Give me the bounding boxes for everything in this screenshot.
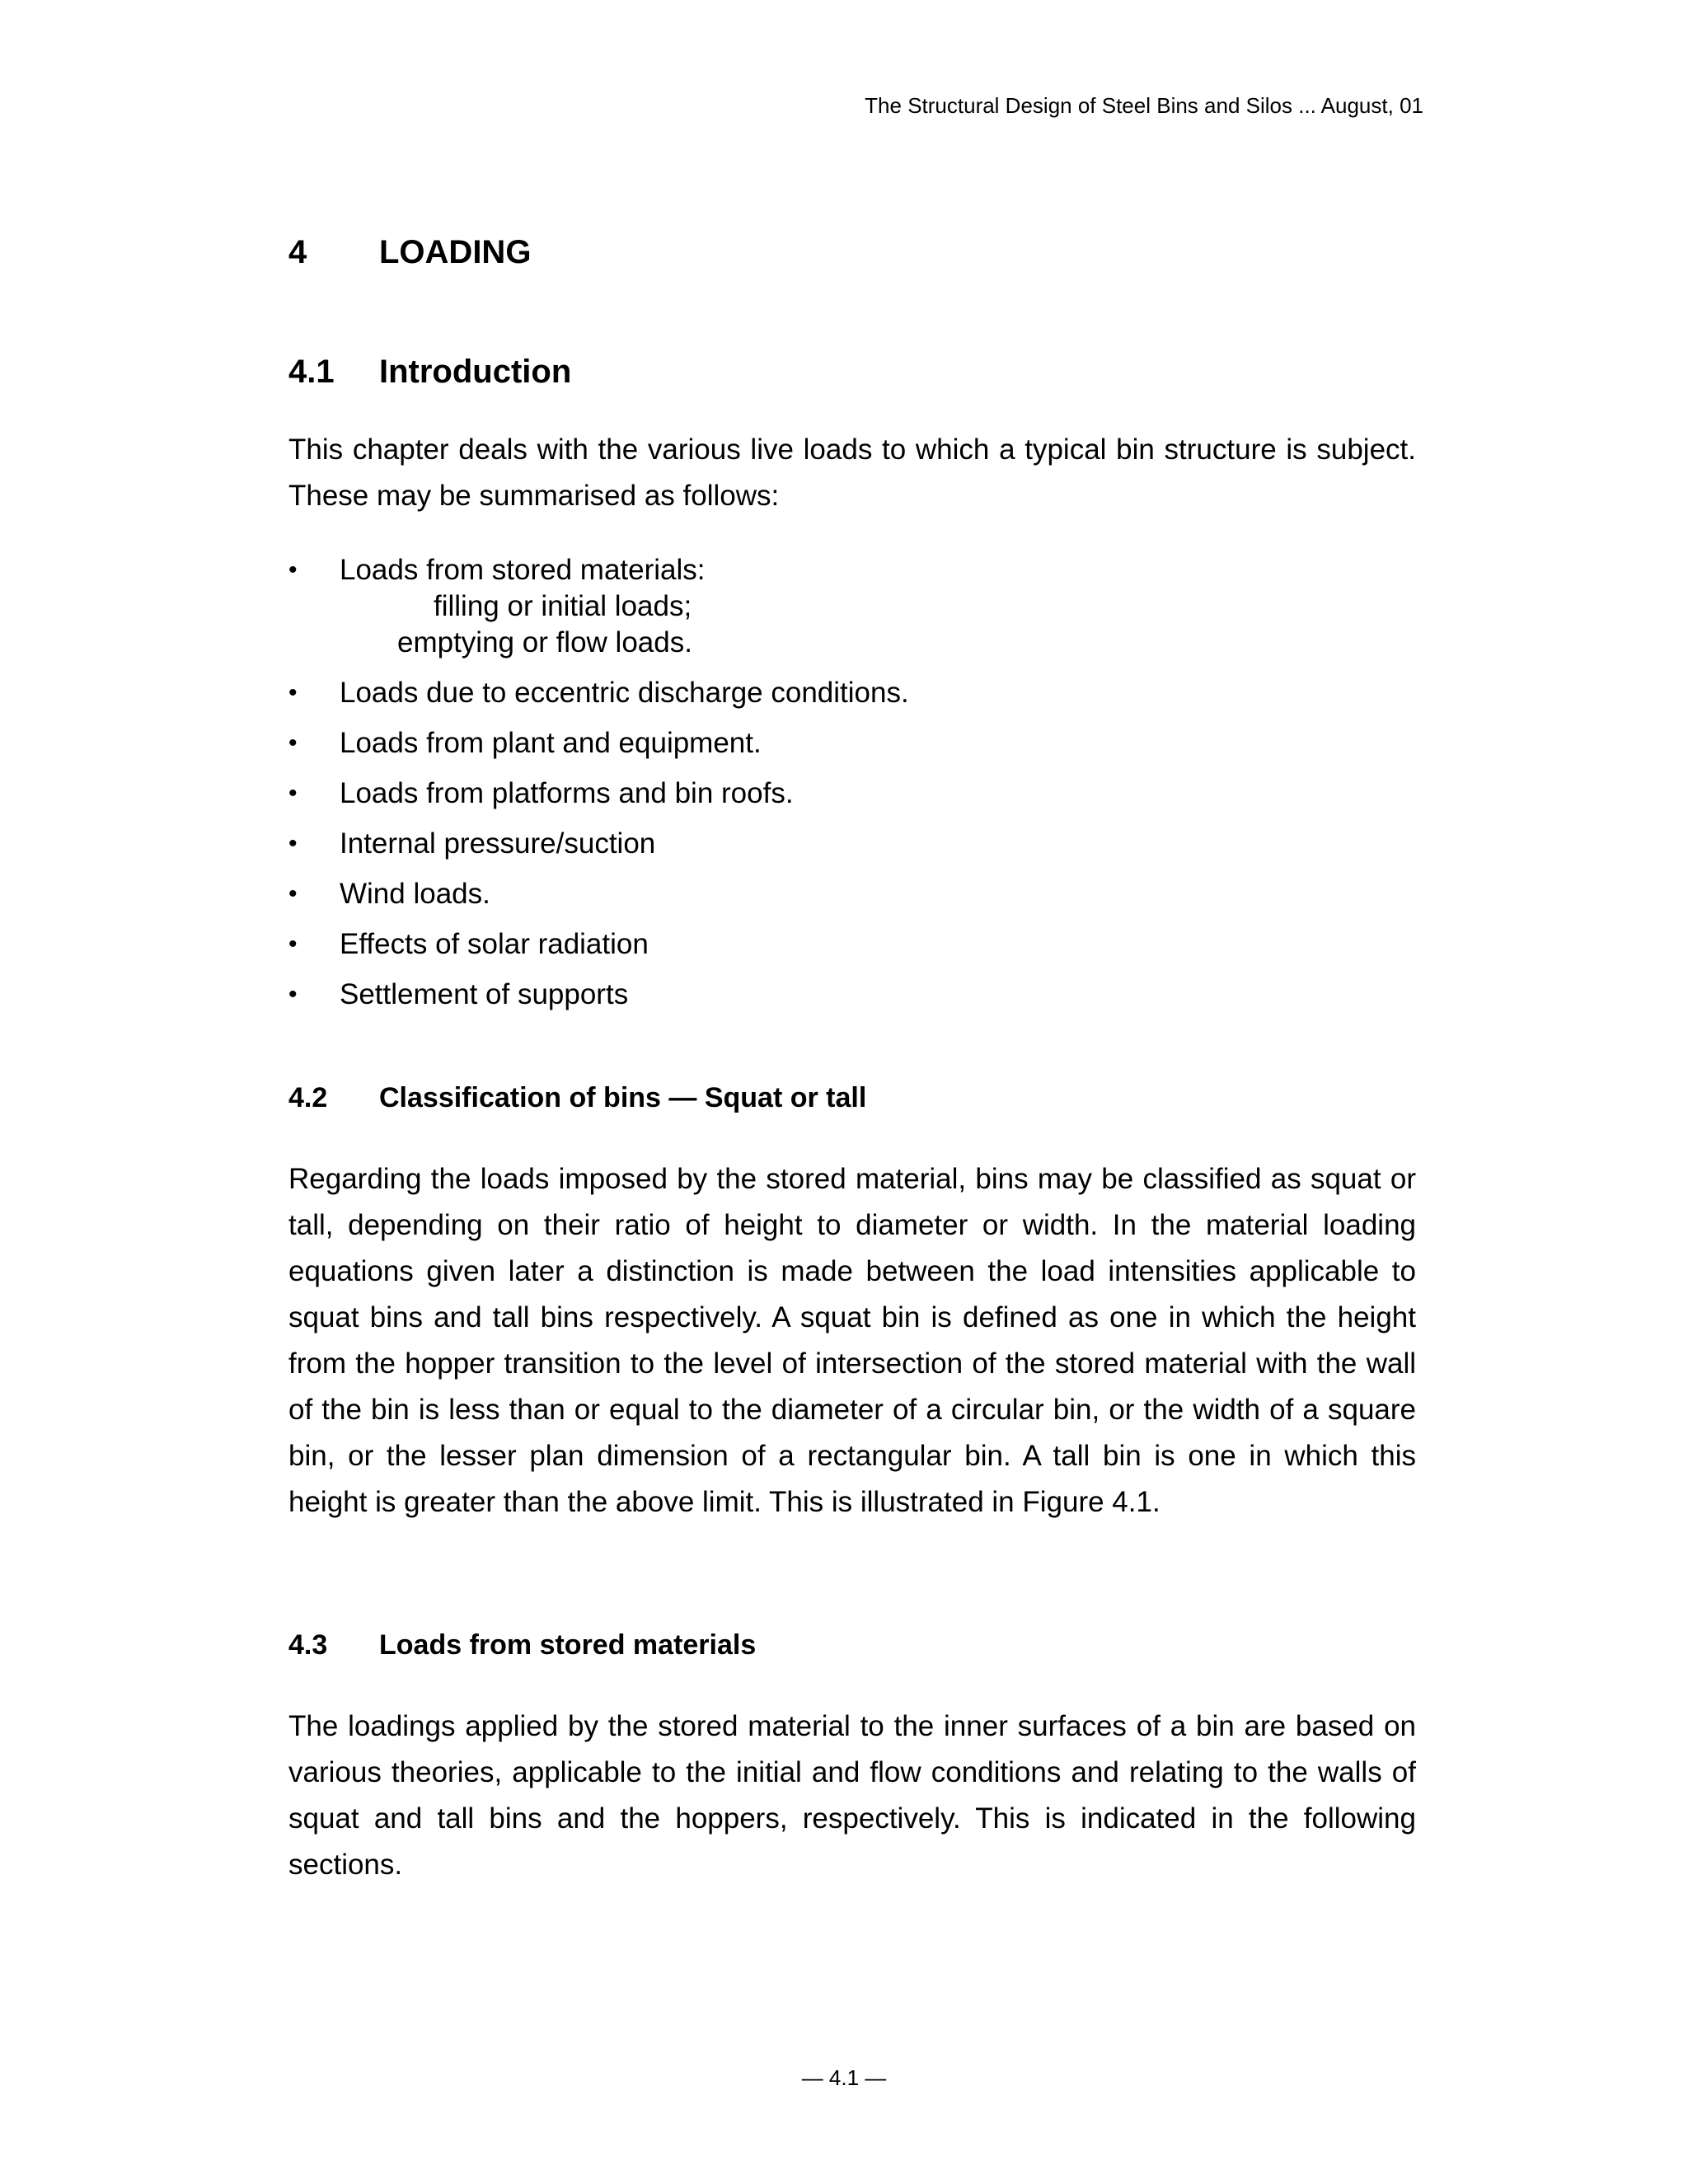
list-item bbox=[288, 675, 1416, 711]
bullet-icon: • bbox=[288, 981, 298, 1008]
page-number: — 4.1 — bbox=[801, 2065, 887, 2090]
section-heading-4-2 bbox=[288, 1080, 866, 1116]
list-item-text: Settlement of supports bbox=[340, 978, 629, 1010]
list-item bbox=[288, 876, 1416, 912]
section-number: 4.3 bbox=[288, 1629, 328, 1661]
bullet-icon: • bbox=[288, 880, 298, 907]
list-item-text: Loads from platforms and bin roofs. bbox=[340, 777, 794, 809]
stored-materials-paragraph: The loadings applied by the stored material to the inner surfaces of a bin are based on various theories, applicable to the initial and flow conditions and relating to the walls of squat and tall bins and the hoppers, respectively. This is indicated in the following sections. bbox=[288, 1710, 1416, 1881]
list-item-text: Wind loads. bbox=[340, 878, 490, 910]
bullet-icon: • bbox=[288, 729, 298, 757]
section-heading-4-3 bbox=[288, 1627, 756, 1663]
bullet-icon: • bbox=[288, 930, 298, 958]
load-list bbox=[288, 552, 1416, 1027]
section-title: Loads from stored materials bbox=[379, 1629, 757, 1661]
bullet-icon: • bbox=[288, 679, 298, 706]
list-item bbox=[288, 826, 1416, 862]
list-item-text: Loads from stored materials: bbox=[340, 554, 706, 586]
bullet-icon: • bbox=[288, 780, 298, 807]
intro-paragraph: This chapter deals with the various live loads to which a typical bin structure is subject. These may be summarised as follows: bbox=[288, 434, 1416, 512]
section-number: 4.1 bbox=[288, 354, 335, 390]
list-item bbox=[288, 552, 1416, 661]
chapter-number: 4 bbox=[288, 234, 307, 270]
section-number: 4.2 bbox=[288, 1082, 328, 1113]
chapter-title: LOADING bbox=[379, 234, 532, 270]
list-item-text: Loads from plant and equipment. bbox=[340, 727, 762, 759]
list-item bbox=[288, 977, 1416, 1013]
bullet-icon: • bbox=[288, 830, 298, 857]
list-item-text: Internal pressure/suction bbox=[340, 827, 656, 860]
list-item-text: Loads due to eccentric discharge conditions. bbox=[340, 677, 909, 709]
bullet-icon: • bbox=[288, 556, 298, 583]
classification-paragraph: Regarding the loads imposed by the stored material, bins may be classified as squat or tall, depending on their ratio of height to diameter or width. In the material loading equations given later a distinction is made between the load intensities applicable to squat bins and tall bins respectively. A squat bin is defined as one in which the height from the hopper transition to the level of intersection of the stored material with the wall of the bin is less than or equal to the diameter of a circular bin, or the width of a square bin, or the lesser plan dimension of a rectangular bin. A tall bin is one in which this height is greater than the above limit. This is illustrated in Figure 4.1. bbox=[288, 1163, 1416, 1518]
section-title: Introduction bbox=[379, 354, 572, 390]
section-heading-4-1 bbox=[288, 349, 571, 395]
list-item bbox=[288, 776, 1416, 812]
chapter-heading bbox=[288, 229, 531, 275]
list-item bbox=[288, 926, 1416, 963]
running-header: The Structural Design of Steel Bins and Silos ... August, 01 bbox=[865, 93, 1423, 118]
section-title: Classification of bins — Squat or tall bbox=[379, 1082, 867, 1113]
list-item bbox=[288, 725, 1416, 762]
list-subitem: emptying or flow loads. bbox=[397, 626, 692, 658]
list-item-text: Effects of solar radiation bbox=[340, 928, 649, 960]
list-subitem: filling or initial loads; bbox=[434, 590, 692, 622]
